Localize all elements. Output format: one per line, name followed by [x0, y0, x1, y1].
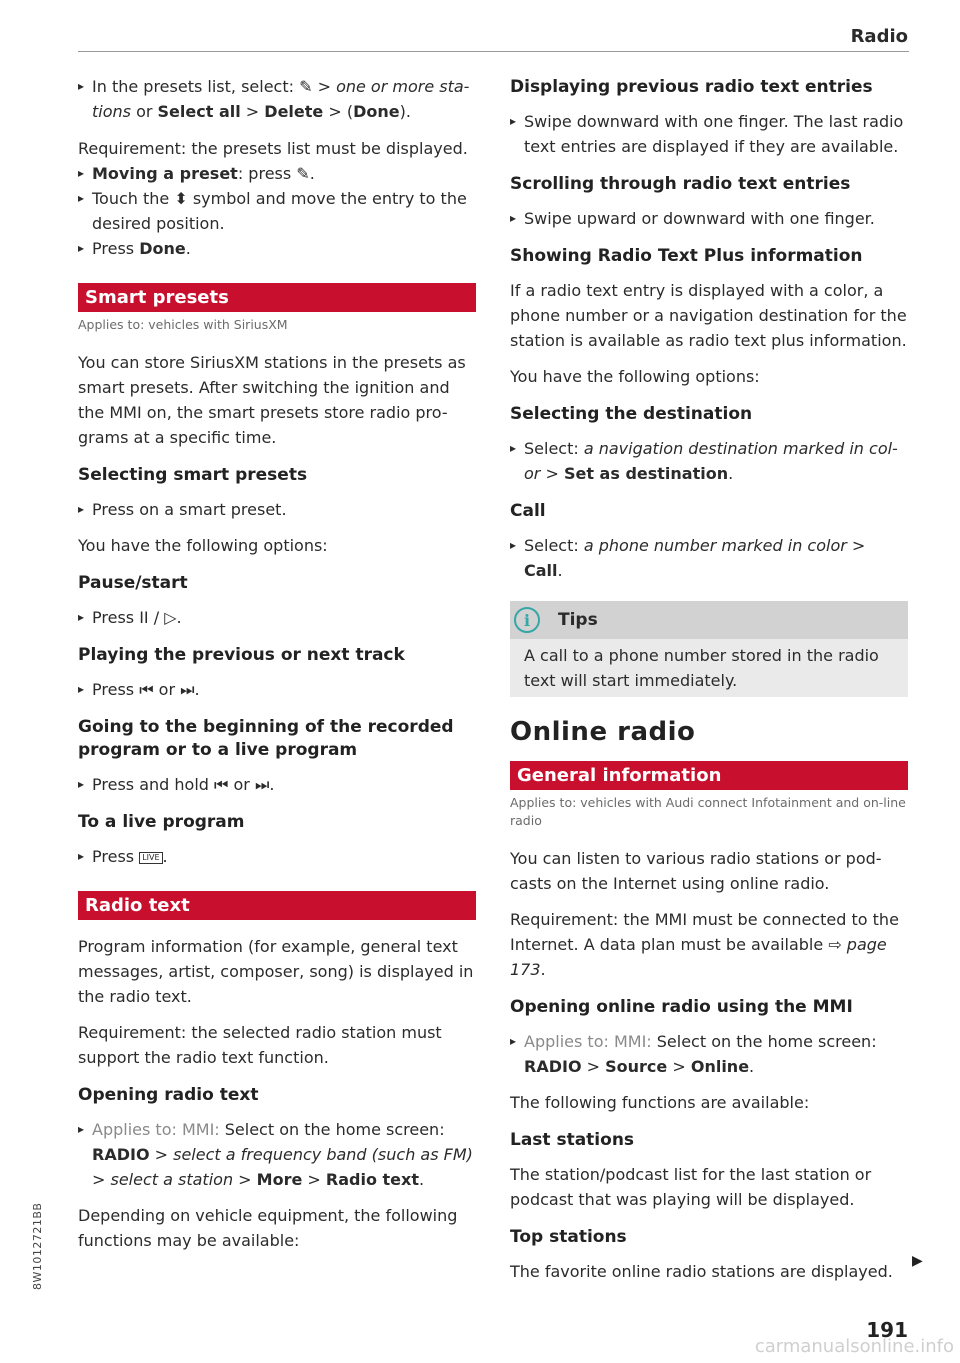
- section-heading-general-information: General information: [510, 761, 908, 790]
- page-link[interactable]: ⇨ page 173: [510, 935, 887, 979]
- general-para: You can listen to various radio stations or pod-casts on the Internet using online radio.: [510, 849, 882, 893]
- watermark: carmanualsonline.info: [754, 1336, 954, 1357]
- opening-online-step: ▸ Applies to: MMI: Select on the home screen: RADIO > Source > Online.: [510, 1029, 908, 1079]
- radio-text-plus-para: If a radio text entry is displayed with a color, a phone number or a navigation destination for the station is available as radio text plus information.: [510, 281, 907, 350]
- opening-radio-text-step: ▸ Applies to: MMI: Select on the home screen: RADIO > select a frequency band (such as FM) > select a station > More > Radio text.: [78, 1117, 476, 1192]
- radio-text-para: Program information (for example, general text messages, artist, composer, song) is displayed in the radio text.: [78, 937, 474, 1006]
- left-column: [78, 74, 476, 1264]
- press-smart-step: ▸ Press on a smart preset.: [78, 497, 476, 522]
- heading-opening-online-radio: Opening online radio using the MMI: [510, 997, 853, 1017]
- applies-to: Applies to: vehicles with SiriusXM: [78, 317, 288, 332]
- displaying-step: ▸ Swipe downward with one finger. The last radio text entries are displayed if they are available.: [510, 109, 908, 159]
- live-icon: LIVE: [139, 852, 162, 864]
- tips-header: [510, 601, 908, 639]
- applies-to: Applies to: vehicles with Audi connect Infotainment and on-line radio: [510, 795, 906, 828]
- header-rule: [78, 51, 909, 52]
- heading-scrolling: Scrolling through radio text entries: [510, 174, 851, 194]
- options-text: You have the following options:: [78, 536, 328, 555]
- section-heading-smart-presets: Smart presets: [78, 283, 476, 312]
- scrolling-step: ▸ Swipe upward or downward with one finger.: [510, 206, 908, 231]
- info-icon: i: [514, 607, 540, 633]
- depending-text: Depending on vehicle equipment, the following functions may be available:: [78, 1206, 458, 1250]
- heading-selecting-smart-presets: Selecting smart presets: [78, 465, 308, 485]
- tips-body: A call to a phone number stored in the radio text will start immediately.: [524, 646, 879, 690]
- last-stations-para: The station/podcast list for the last station or podcast that was playing will be displayed.: [510, 1165, 872, 1209]
- live-step: ▸ Press LIVE .: [78, 844, 476, 869]
- heading-pause-start: Pause/start: [78, 573, 188, 593]
- tips-box: [510, 601, 908, 697]
- continue-arrow-icon: ▶: [912, 1253, 923, 1269]
- presets-delete-step: ▸ In the presets list, select: ✎ > one or more sta- tions or Select all > Delete > (Done).: [78, 74, 476, 124]
- running-header: Radio: [850, 26, 908, 47]
- heading-last-stations: Last stations: [510, 1130, 635, 1150]
- edit-icon: ✎: [299, 77, 313, 96]
- moving-preset-step: ▸ Moving a preset: press ✎.: [78, 161, 476, 186]
- heading-opening-radio-text: Opening radio text: [78, 1085, 259, 1105]
- radio-text-requirement: Requirement: the selected radio station must support the radio text function.: [78, 1023, 442, 1067]
- right-column: [510, 74, 908, 1295]
- online-requirement: Requirement: the MMI must be connected to the Internet. A data plan must be available ⇨ page 173.: [510, 910, 899, 979]
- document-code: 8W1012721BB: [31, 1202, 44, 1290]
- smart-presets-text: You can store SiriusXM stations in the presets as smart presets. After switching the ignition and the MMI on, the smart presets store radio pro-grams at a specific time.: [78, 353, 466, 447]
- chapter-heading-online-radio: Online radio: [510, 717, 696, 747]
- going-step: ▸ Press and hold ⏮︎ or ⏭︎.: [78, 772, 476, 797]
- options-text: You have the following options:: [510, 367, 760, 386]
- destination-step: ▸ Select: a navigation destination marked in col-or > Set as destination.: [510, 436, 908, 486]
- heading-displaying-previous: Displaying previous radio text entries: [510, 77, 873, 97]
- call-step: ▸ Select: a phone number marked in color > Call.: [510, 533, 908, 583]
- heading-live-program: To a live program: [78, 812, 245, 832]
- page-number: 191: [866, 1318, 908, 1342]
- tips-title: Tips: [558, 610, 598, 630]
- heading-going-beginning: Going to the beginning of the recorded program or to a live program: [78, 717, 454, 760]
- heading-radio-text-plus: Showing Radio Text Plus information: [510, 246, 863, 266]
- edit-icon: ✎: [296, 164, 310, 183]
- heading-selecting-destination: Selecting the destination: [510, 404, 753, 424]
- functions-text: The following functions are available:: [510, 1093, 810, 1112]
- press-done-step: ▸ Press Done.: [78, 236, 476, 261]
- heading-top-stations: Top stations: [510, 1227, 627, 1247]
- playing-step: ▸ Press ⏮︎ or ⏭︎.: [78, 677, 476, 702]
- section-heading-radio-text: Radio text: [78, 891, 476, 920]
- touch-step: ▸ Touch the ⬍ symbol and move the entry to the desired position.: [78, 186, 476, 236]
- pause-step: ▸ Press II / ▷.: [78, 605, 476, 630]
- heading-playing-track: Playing the previous or next track: [78, 645, 405, 665]
- requirement-presets: Requirement: the presets list must be displayed.: [78, 139, 468, 158]
- heading-call: Call: [510, 501, 546, 521]
- top-stations-para: The favorite online radio stations are displayed.: [510, 1262, 893, 1281]
